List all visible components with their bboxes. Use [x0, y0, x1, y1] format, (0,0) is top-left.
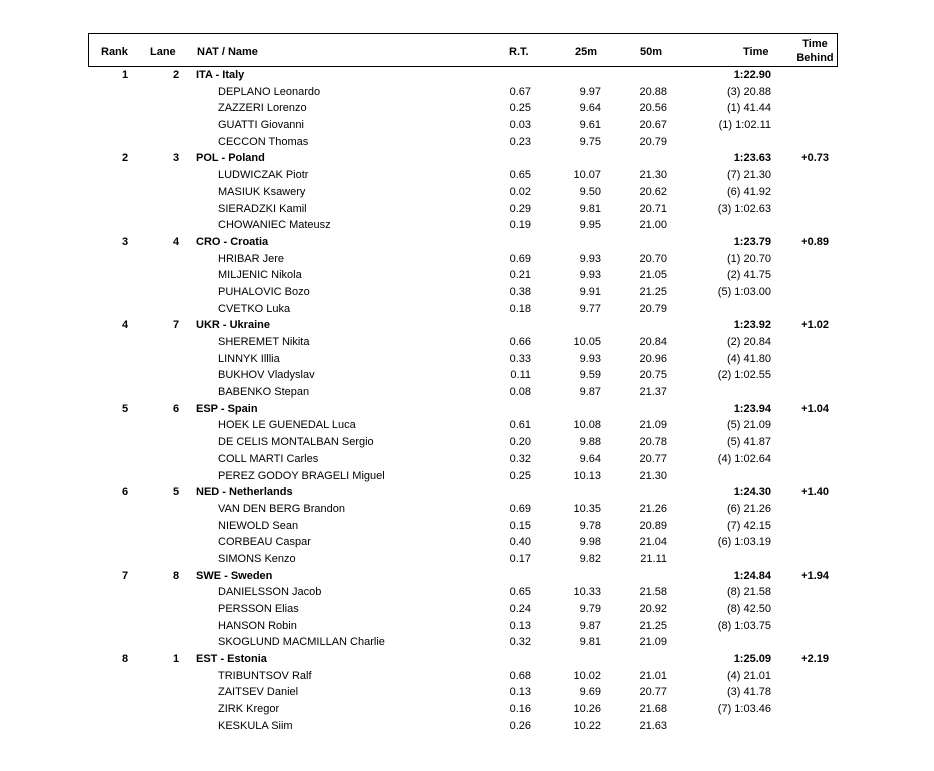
swimmer-name: LUDWICZAK Piotr [218, 169, 309, 182]
header-lane: Lane [150, 46, 176, 58]
swimmer-reaction-time: 0.29 [509, 202, 531, 215]
swimmer-row [88, 301, 838, 318]
swimmer-reaction-time: 0.13 [509, 619, 531, 632]
swimmer-cumulative-time: (6) 41.92 [726, 185, 771, 198]
team-rank: 5 [121, 402, 129, 415]
team-time-behind: +1.94 [801, 569, 829, 582]
swimmer-split-25m: 10.02 [573, 669, 601, 682]
swimmer-reaction-time: 0.23 [509, 135, 531, 148]
swimmer-reaction-time: 0.38 [509, 285, 531, 298]
swimmer-reaction-time: 0.69 [509, 252, 531, 265]
swimmer-cumulative-time: (8) 21.58 [726, 586, 771, 599]
swimmer-reaction-time: 0.33 [509, 352, 531, 365]
swimmer-cumulative-time: (2) 20.84 [726, 336, 771, 348]
swimmer-name: COLL MARTI Carles [218, 452, 319, 465]
team-lane: 3 [172, 152, 180, 165]
team-row [88, 317, 838, 334]
swimmer-split-25m: 10.13 [573, 469, 601, 482]
swimmer-split-25m: 10.35 [573, 502, 601, 515]
swimmer-split-50m: 21.05 [639, 269, 667, 282]
swimmer-split-50m: 20.88 [639, 85, 667, 98]
swimmer-split-50m: 20.70 [639, 252, 667, 265]
swimmer-reaction-time: 0.18 [509, 302, 531, 315]
swimmer-split-25m: 9.50 [579, 185, 601, 198]
swimmer-split-50m: 21.09 [639, 636, 667, 649]
swimmer-split-50m: 21.11 [640, 552, 667, 565]
swimmer-split-50m: 21.01 [639, 669, 667, 682]
team-row [88, 150, 838, 167]
table-header [88, 33, 838, 67]
swimmer-name: LINNYK Illlia [218, 352, 280, 365]
swimmer-split-50m: 20.78 [639, 436, 667, 449]
swimmer-name: CVETKO Luka [218, 302, 291, 315]
swimmer-split-25m: 9.98 [579, 536, 601, 549]
swimmer-reaction-time: 0.21 [509, 269, 531, 282]
swimmer-cumulative-time: (4) 41.80 [726, 352, 771, 365]
swimmer-name: HANSON Robin [218, 619, 297, 632]
swimmer-reaction-time: 0.32 [509, 452, 531, 465]
swimmer-reaction-time: 0.08 [509, 386, 531, 399]
swimmer-reaction-time: 0.66 [509, 336, 531, 348]
swimmer-name: SIERADZKI Kamil [218, 202, 307, 215]
swimmer-cumulative-time: (3) 41.78 [726, 686, 771, 699]
swimmer-split-25m: 10.05 [573, 336, 601, 348]
swimmer-row [88, 468, 838, 485]
swimmer-split-25m: 10.26 [573, 703, 601, 716]
swimmer-split-50m: 20.79 [639, 135, 667, 148]
swimmer-reaction-time: 0.17 [509, 552, 531, 565]
team-time: 1:25.09 [733, 653, 771, 666]
swimmer-name: PUHALOVIC Bozo [218, 285, 310, 298]
team-lane: 4 [172, 235, 180, 248]
swimmer-split-50m: 21.04 [639, 536, 667, 549]
swimmer-row [88, 267, 838, 284]
swimmer-split-25m: 9.87 [579, 386, 601, 399]
header-time-behind-line2: Behind [796, 52, 834, 64]
swimmer-cumulative-time: (2) 41.75 [726, 269, 771, 282]
team-time: 1:23.63 [733, 152, 771, 165]
swimmer-cumulative-time: (4) 21.01 [726, 669, 771, 682]
team-rank: 1 [121, 69, 129, 81]
swimmer-split-50m: 20.92 [639, 603, 667, 615]
swimmer-split-25m: 9.93 [579, 252, 601, 265]
swimmer-name: SIMONS Kenzo [218, 552, 296, 565]
swimmer-split-25m: 10.08 [573, 419, 601, 432]
swimmer-row [88, 251, 838, 268]
swimmer-split-50m: 20.84 [639, 336, 667, 348]
swimmer-name: DANIELSSON Jacob [218, 586, 322, 599]
swimmer-row [88, 84, 838, 101]
swimmer-reaction-time: 0.20 [509, 436, 531, 449]
team-row [88, 401, 838, 418]
swimmer-name: KESKULA Siim [218, 719, 293, 732]
swimmer-split-50m: 20.96 [639, 352, 667, 365]
swimmer-split-50m: 21.25 [639, 619, 667, 632]
team-rank: 6 [121, 486, 129, 499]
swimmer-row [88, 618, 838, 635]
swimmer-split-25m: 10.22 [573, 719, 601, 732]
swimmer-reaction-time: 0.15 [509, 519, 531, 532]
swimmer-name: BUKHOV Vladyslav [218, 369, 315, 382]
swimmer-split-25m: 9.69 [579, 686, 601, 699]
swimmer-split-25m: 9.93 [579, 269, 601, 282]
swimmer-split-50m: 21.09 [639, 419, 667, 432]
swimmer-split-50m: 21.63 [639, 719, 667, 732]
swimmer-cumulative-time: (5) 41.87 [726, 436, 771, 449]
team-time: 1:23.92 [733, 319, 771, 332]
swimmer-cumulative-time: (5) 1:03.00 [717, 285, 771, 298]
swimmer-reaction-time: 0.61 [509, 419, 531, 432]
swimmer-cumulative-time: (8) 42.50 [726, 603, 771, 615]
swimmer-split-25m: 9.91 [579, 285, 601, 298]
swimmer-split-25m: 9.93 [579, 352, 601, 365]
swimmer-row [88, 718, 838, 735]
header-time-behind [790, 37, 840, 65]
swimmer-cumulative-time: (7) 42.15 [726, 519, 771, 532]
swimmer-name: NIEWOLD Sean [218, 519, 299, 532]
swimmer-split-25m: 9.95 [579, 219, 601, 232]
team-row [88, 484, 838, 501]
swimmer-reaction-time: 0.13 [509, 686, 531, 699]
swimmer-cumulative-time: (1) 41.44 [726, 102, 771, 115]
swimmer-split-50m: 21.25 [639, 285, 667, 298]
team-time: 1:24.84 [733, 569, 771, 582]
swimmer-reaction-time: 0.65 [509, 586, 531, 599]
swimmer-split-50m: 21.00 [639, 219, 667, 232]
swimmer-name: DE CELIS MONTALBAN Sergio [218, 436, 374, 449]
team-rank: 3 [121, 235, 129, 248]
team-lane: 6 [172, 402, 180, 415]
header-time: Time [743, 46, 769, 58]
swimmer-row [88, 367, 838, 384]
team-name: NED - Netherlands [196, 486, 293, 499]
swimmer-name: TRIBUNTSOV Ralf [218, 669, 312, 682]
swimmer-name: ZAITSEV Daniel [218, 686, 299, 699]
swimmer-row [88, 668, 838, 685]
swimmer-cumulative-time: (3) 1:02.63 [717, 202, 771, 215]
swimmer-name: VAN DEN BERG Brandon [218, 502, 345, 515]
swimmer-cumulative-time: (1) 20.70 [726, 252, 771, 265]
swimmer-reaction-time: 0.11 [510, 369, 531, 382]
swimmer-reaction-time: 0.67 [509, 85, 531, 98]
team-time: 1:23.94 [733, 402, 771, 415]
swimmer-name: SHEREMET Nikita [218, 336, 310, 348]
team-lane: 8 [172, 569, 180, 582]
swimmer-split-50m: 21.37 [639, 386, 667, 399]
swimmer-row [88, 518, 838, 535]
team-row [88, 234, 838, 251]
swimmer-name: CHOWANIEC Mateusz [218, 219, 331, 232]
swimmer-row [88, 701, 838, 718]
swimmer-split-25m: 9.97 [579, 85, 601, 98]
swimmer-row [88, 417, 838, 434]
swimmer-reaction-time: 0.25 [509, 469, 531, 482]
swimmer-reaction-time: 0.69 [509, 502, 531, 515]
swimmer-split-25m: 9.61 [579, 119, 601, 132]
swimmer-row [88, 334, 838, 351]
team-time-behind: +1.40 [801, 486, 829, 499]
swimmer-split-25m: 9.79 [579, 603, 601, 615]
swimmer-split-50m: 21.30 [639, 469, 667, 482]
team-name: ITA - Italy [196, 69, 245, 81]
swimmer-row [88, 117, 838, 134]
team-name: CRO - Croatia [196, 235, 269, 248]
swimmer-row [88, 601, 838, 618]
swimmer-row [88, 584, 838, 601]
team-time-behind: +2.19 [801, 653, 829, 666]
swimmer-split-25m: 10.07 [573, 169, 601, 182]
swimmer-row [88, 451, 838, 468]
team-time: 1:24.30 [733, 486, 771, 499]
swimmer-split-50m: 20.77 [639, 452, 667, 465]
team-name: UKR - Ukraine [196, 319, 270, 332]
team-time-behind: +0.73 [801, 152, 829, 165]
team-row [88, 651, 838, 668]
swimmer-cumulative-time: (6) 1:03.19 [717, 536, 771, 549]
swimmer-cumulative-time: (5) 21.09 [726, 419, 771, 432]
swimmer-name: MASIUK Ksawery [218, 185, 306, 198]
swimmer-reaction-time: 0.16 [509, 703, 531, 716]
swimmer-cumulative-time: (4) 1:02.64 [717, 452, 771, 465]
team-row [88, 67, 838, 84]
swimmer-reaction-time: 0.26 [509, 719, 531, 732]
team-time: 1:23.79 [733, 235, 771, 248]
swimmer-split-50m: 20.89 [639, 519, 667, 532]
swimmer-split-50m: 21.30 [639, 169, 667, 182]
swimmer-name: ZAZZERI Lorenzo [218, 102, 307, 115]
team-time-behind: +1.02 [801, 319, 829, 332]
team-time-behind: +0.89 [801, 235, 829, 248]
swimmer-row [88, 167, 838, 184]
swimmer-split-25m: 9.77 [579, 302, 601, 315]
swimmer-row [88, 684, 838, 701]
swimmer-row [88, 634, 838, 651]
swimmer-name: HRIBAR Jere [218, 252, 285, 265]
swimmer-name: DEPLANO Leonardo [218, 85, 321, 98]
swimmer-split-25m: 9.82 [579, 552, 601, 565]
swimmer-split-50m: 21.68 [639, 703, 667, 716]
page-fade [400, 735, 560, 765]
swimmer-row [88, 217, 838, 234]
team-name: SWE - Sweden [196, 569, 273, 582]
swimmer-row [88, 501, 838, 518]
team-lane: 5 [172, 486, 180, 499]
swimmer-reaction-time: 0.65 [509, 169, 531, 182]
swimmer-name: PEREZ GODOY BRAGELI Miguel [218, 469, 385, 482]
swimmer-split-50m: 20.71 [639, 202, 667, 215]
swimmer-row [88, 434, 838, 451]
header-split-25m: 25m [575, 46, 598, 58]
swimmer-split-50m: 20.77 [639, 686, 667, 699]
swimmer-name: HOEK LE GUENEDAL Luca [218, 419, 356, 432]
swimmer-split-25m: 9.59 [579, 369, 601, 382]
team-rank: 4 [121, 319, 129, 332]
team-row [88, 568, 838, 585]
table-body [88, 67, 838, 735]
swimmer-row [88, 201, 838, 218]
swimmer-reaction-time: 0.03 [509, 119, 531, 132]
swimmer-split-25m: 9.88 [579, 436, 601, 449]
team-rank: 8 [121, 653, 129, 666]
swimmer-split-50m: 20.56 [639, 102, 667, 115]
swimmer-cumulative-time: (7) 21.30 [726, 169, 771, 182]
swimmer-reaction-time: 0.24 [509, 603, 531, 615]
team-time: 1:22.90 [733, 69, 771, 81]
header-rank: Rank [101, 46, 128, 58]
swimmer-name: BABENKO Stepan [218, 386, 310, 399]
swimmer-name: GUATTI Giovanni [218, 119, 304, 132]
swimmer-reaction-time: 0.40 [509, 536, 531, 549]
team-time-behind: +1.04 [801, 402, 829, 415]
team-rank: 7 [121, 569, 129, 582]
swimmer-cumulative-time: (6) 21.26 [726, 502, 771, 515]
swimmer-split-50m: 21.58 [639, 586, 667, 599]
swimmer-reaction-time: 0.32 [509, 636, 531, 649]
swimmer-cumulative-time: (7) 1:03.46 [717, 703, 771, 716]
swimmer-name: SKOGLUND MACMILLAN Charlie [218, 636, 385, 649]
swimmer-row [88, 351, 838, 368]
swimmer-split-25m: 10.33 [573, 586, 601, 599]
swimmer-reaction-time: 0.02 [509, 185, 531, 198]
swimmer-row [88, 551, 838, 568]
swimmer-reaction-time: 0.68 [509, 669, 531, 682]
swimmer-split-25m: 9.78 [579, 519, 601, 532]
swimmer-cumulative-time: (8) 1:03.75 [717, 619, 771, 632]
swimmer-name: PERSSON Elias [218, 603, 299, 615]
swimmer-cumulative-time: (2) 1:02.55 [717, 369, 771, 382]
swimmer-split-50m: 20.62 [639, 185, 667, 198]
swimmer-name: CECCON Thomas [218, 135, 309, 148]
swimmer-split-25m: 9.81 [579, 636, 601, 649]
swimmer-split-25m: 9.75 [579, 135, 601, 148]
swimmer-row [88, 384, 838, 401]
swimmer-split-50m: 21.26 [639, 502, 667, 515]
team-lane: 1 [172, 653, 180, 666]
swimmer-cumulative-time: (1) 1:02.11 [718, 119, 771, 132]
swimmer-split-50m: 20.75 [639, 369, 667, 382]
header-reaction-time: R.T. [509, 46, 529, 58]
swimmer-name: ZIRK Kregor [218, 703, 280, 716]
team-name: EST - Estonia [196, 653, 267, 666]
team-lane: 7 [172, 319, 180, 332]
swimmer-name: CORBEAU Caspar [218, 536, 311, 549]
team-rank: 2 [121, 152, 129, 165]
swimmer-split-50m: 20.67 [639, 119, 667, 132]
swimmer-split-25m: 9.64 [579, 452, 601, 465]
swimmer-split-25m: 9.87 [579, 619, 601, 632]
swimmer-row [88, 184, 838, 201]
swimmer-name: MILJENIC Nikola [218, 269, 302, 282]
swimmer-row [88, 100, 838, 117]
team-name: POL - Poland [196, 152, 265, 165]
swimmer-row [88, 134, 838, 151]
swimmer-row [88, 284, 838, 301]
swimmer-row [88, 534, 838, 551]
swimmer-cumulative-time: (3) 20.88 [726, 85, 771, 98]
swimmer-reaction-time: 0.19 [509, 219, 531, 232]
swimmer-split-25m: 9.64 [579, 102, 601, 115]
header-time-behind-line1: Time [802, 38, 828, 50]
swimmer-reaction-time: 0.25 [509, 102, 531, 115]
swimmer-split-50m: 20.79 [639, 302, 667, 315]
results-table [88, 33, 838, 735]
header-name: NAT / Name [197, 46, 258, 58]
team-lane: 2 [172, 69, 180, 81]
swimmer-split-25m: 9.81 [579, 202, 601, 215]
team-name: ESP - Spain [196, 402, 258, 415]
header-split-50m: 50m [640, 46, 663, 58]
